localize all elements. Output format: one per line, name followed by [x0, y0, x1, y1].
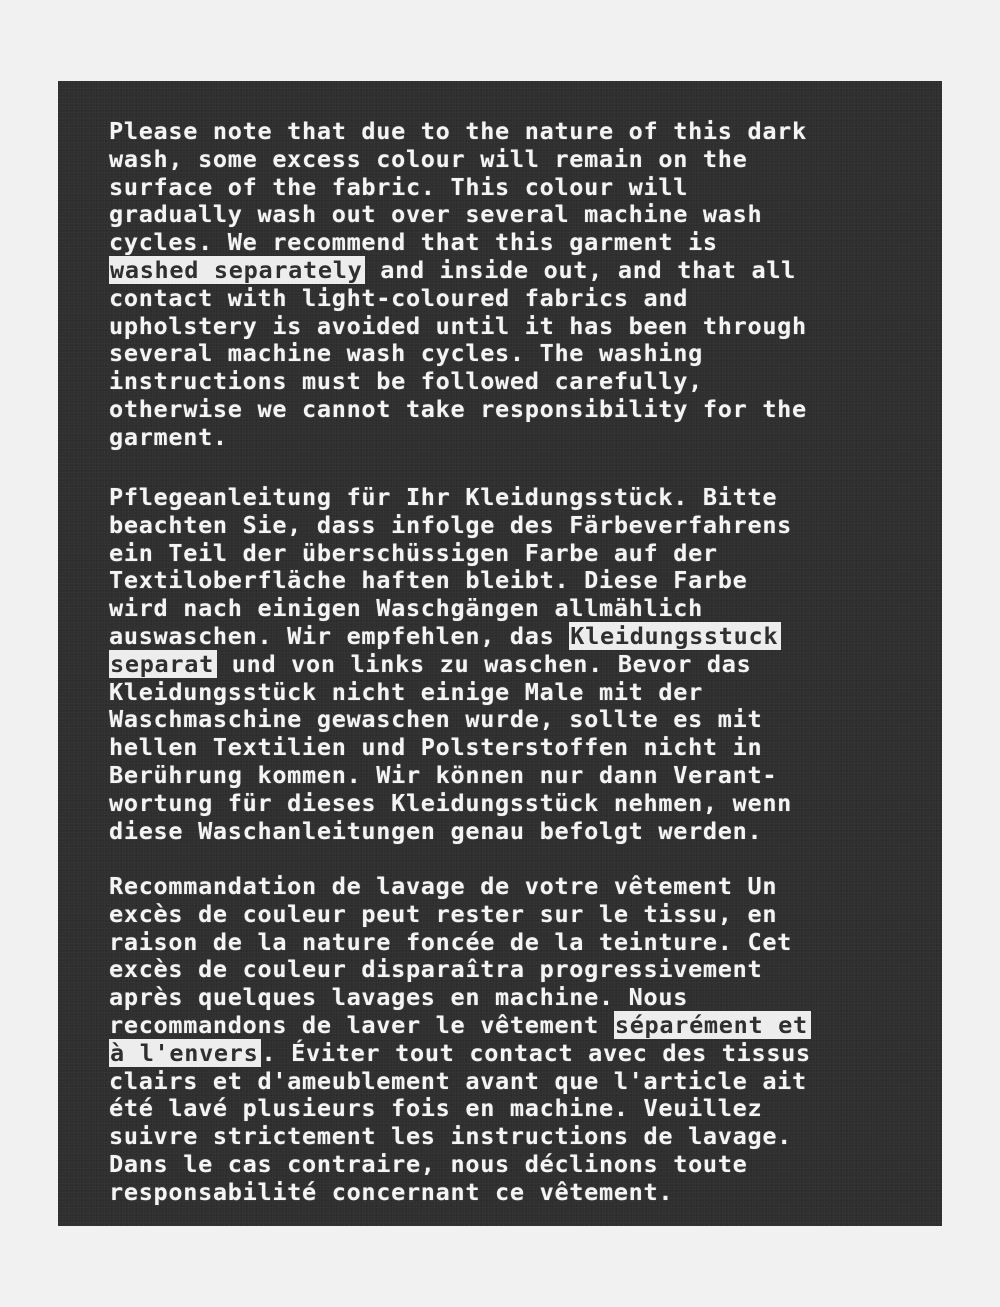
text-run: contact with light-coloured fabrics and	[109, 283, 689, 312]
highlighted-text: washed separately	[109, 256, 365, 284]
text-run: and inside out, and that all	[365, 255, 797, 284]
text-line	[109, 424, 929, 452]
text-run: suivre strictement les instructions de lavage.	[109, 1122, 793, 1151]
text-run: upholstery is avoided until it has been through	[109, 311, 807, 340]
german-care-paragraph	[109, 484, 929, 845]
text-run: cycles. We recommend that this garment is	[109, 228, 718, 257]
text-line	[109, 512, 929, 540]
text-run: und von links zu waschen. Bevor das	[216, 649, 752, 678]
highlighted-text: Kleidungsstuck	[569, 622, 781, 650]
text-run: otherwise we cannot take responsibility for the	[109, 394, 807, 423]
text-run: Waschmaschine gewaschen wurde, sollte es mit	[109, 705, 763, 734]
text-run: hellen Textilien und Polsterstoffen nicht in	[109, 733, 763, 762]
text-run: Pflegeanleitung für Ihr Kleidungsstück. Bitte	[109, 483, 778, 511]
text-line	[109, 706, 929, 734]
text-line	[109, 146, 929, 174]
text-run: excès de couleur peut rester sur le tissu, en	[109, 899, 778, 928]
text-line	[109, 1040, 929, 1068]
text-line	[109, 368, 929, 396]
text-line	[109, 540, 929, 568]
text-line	[109, 1179, 929, 1207]
text-run: auswaschen. Wir empfehlen, das	[109, 621, 570, 650]
text-line	[109, 651, 929, 679]
english-care-paragraph	[109, 118, 929, 452]
text-run: surface of the fabric. This colour will	[109, 172, 689, 201]
text-run: wash, some excess colour will remain on the	[109, 144, 748, 173]
text-line	[109, 1151, 929, 1179]
text-run: excès de couleur disparaîtra progressivement	[109, 955, 763, 984]
text-line	[109, 118, 929, 146]
text-line	[109, 623, 929, 651]
text-line	[109, 1012, 929, 1040]
text-line	[109, 873, 929, 901]
text-run: Berührung kommen. Wir können nur dann Verant-	[109, 760, 778, 789]
text-line	[109, 567, 929, 595]
text-run: raison de la nature foncée de la teinture. Cet	[109, 927, 793, 956]
text-run: Recommandation de lavage de votre vêtement Un	[109, 872, 778, 900]
text-run: recommandons de laver le vêtement	[109, 1010, 614, 1039]
text-line	[109, 679, 929, 707]
text-run: instructions must be followed carefully,	[109, 367, 703, 396]
text-run: Please note that due to the nature of this dark	[109, 117, 807, 145]
text-line	[109, 313, 929, 341]
text-line	[109, 956, 929, 984]
text-run: après quelques lavages en machine. Nous	[109, 983, 689, 1012]
text-run: beachten Sie, dass infolge des Färbeverfahrens	[109, 510, 793, 539]
highlighted-text: separat	[109, 650, 217, 678]
highlighted-text: à l'envers	[109, 1039, 261, 1067]
text-line	[109, 257, 929, 285]
text-run: Dans le cas contraire, nous déclinons toute	[109, 1149, 748, 1178]
text-line	[109, 1095, 929, 1123]
text-line	[109, 340, 929, 368]
text-run: gradually wash out over several machine wash	[109, 200, 763, 229]
text-run: diese Waschanleitungen genau befolgt werden.	[109, 816, 763, 845]
text-line	[109, 818, 929, 846]
text-line	[109, 1068, 929, 1096]
text-line	[109, 396, 929, 424]
care-label-card	[58, 81, 942, 1226]
text-line	[109, 484, 929, 512]
text-run: Textiloberfläche haften bleibt. Diese Farbe	[109, 566, 748, 595]
text-line	[109, 734, 929, 762]
text-line	[109, 762, 929, 790]
text-line	[109, 595, 929, 623]
text-line	[109, 1123, 929, 1151]
text-run: . Éviter tout contact avec des tissus	[261, 1038, 811, 1067]
text-line	[109, 201, 929, 229]
text-run: wortung für dieses Kleidungsstück nehmen, wenn	[109, 788, 793, 817]
text-run: garment.	[109, 422, 228, 451]
text-run: several machine wash cycles. The washing	[109, 339, 703, 368]
text-line	[109, 229, 929, 257]
text-run: Kleidungsstück nicht einige Male mit der	[109, 677, 703, 706]
text-line	[109, 984, 929, 1012]
text-line	[109, 174, 929, 202]
text-run: été lavé plusieurs fois en machine. Veuillez	[109, 1094, 763, 1123]
text-run: clairs et d'ameublement avant que l'article ait	[109, 1066, 807, 1095]
french-care-paragraph	[109, 873, 929, 1207]
text-line	[109, 901, 929, 929]
text-run: wird nach einigen Waschgängen allmählich	[109, 594, 703, 623]
text-run: responsabilité concernant ce vêtement.	[109, 1177, 674, 1206]
text-line	[109, 285, 929, 313]
text-line	[109, 790, 929, 818]
text-line	[109, 929, 929, 957]
highlighted-text: séparément et	[614, 1011, 811, 1039]
text-run: ein Teil der überschüssigen Farbe auf der	[109, 538, 718, 567]
